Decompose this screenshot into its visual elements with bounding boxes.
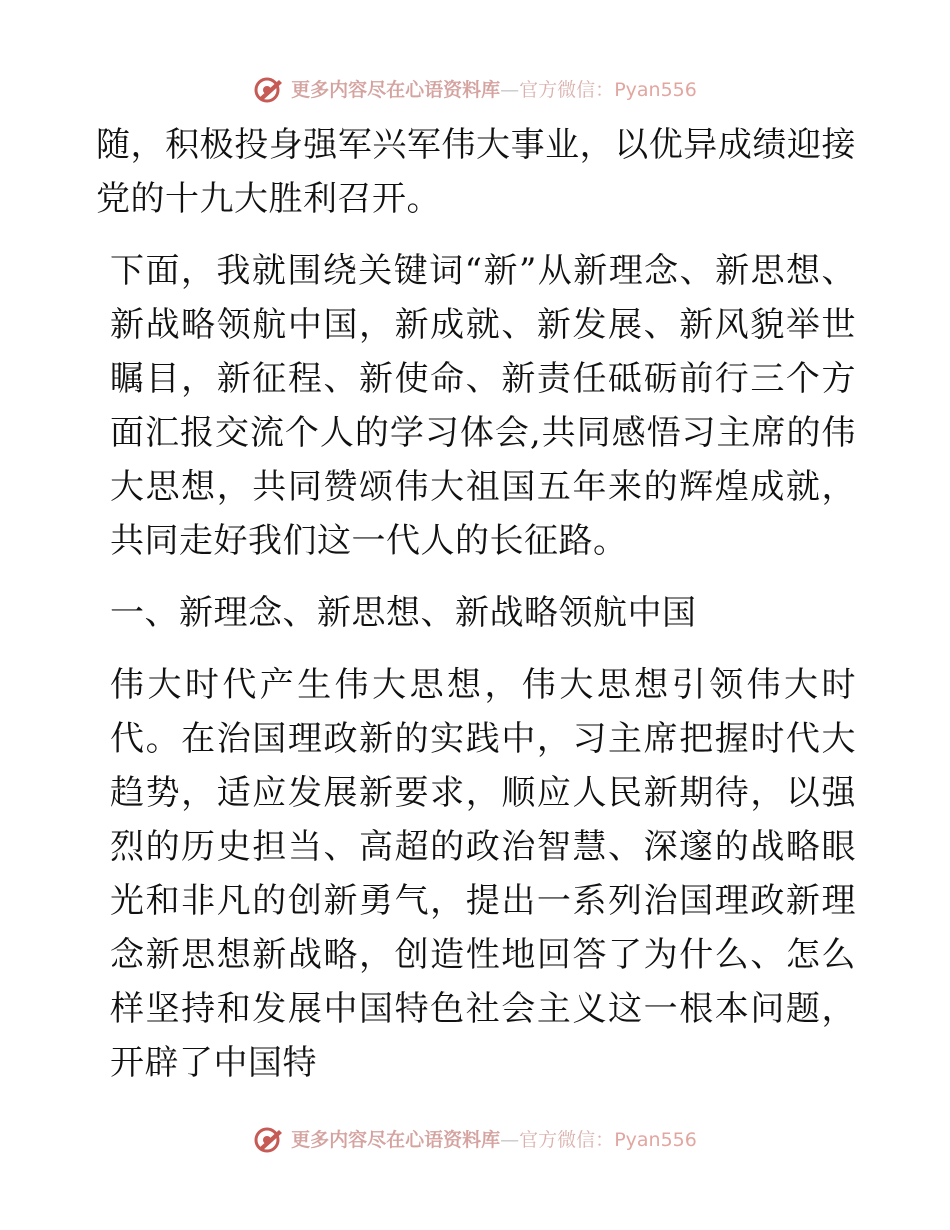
pen-logo-icon xyxy=(253,1124,285,1156)
watermark-dash: — xyxy=(500,1129,520,1151)
paragraph-continuation: 随，积极投身强军兴军伟大事业，以优异成绩迎接党的十九大胜利召开。 xyxy=(96,125,856,219)
watermark-wechat-label: 官方微信： xyxy=(519,1129,615,1151)
header-watermark xyxy=(0,72,950,108)
watermark-promo-text: 更多内容尽在心语资料库 xyxy=(291,79,501,101)
paragraph-introduction: 下面，我就围绕关键词“新”从新理念、新思想、新战略领航中国，新成就、新发展、新风貌举世瞩目，新征程、新使命、新责任砥砺前行三个方面汇报交流个人的学习体会,共同感悟习主席的伟大思想，共同赞颂伟大祖国五年来的辉煌成就，共同走好我们这一代人的长征路。 xyxy=(110,251,856,561)
section-heading: 一、新理念、新思想、新战略领航中国 xyxy=(110,593,697,633)
watermark-promo-text: 更多内容尽在心语资料库 xyxy=(291,1129,501,1151)
footer-watermark xyxy=(0,1122,950,1158)
watermark-wechat-id: Pyan556 xyxy=(614,79,697,101)
watermark-dash: — xyxy=(500,79,520,101)
document-body xyxy=(96,118,856,1083)
pen-logo-icon xyxy=(253,74,285,106)
watermark-wechat-id: Pyan556 xyxy=(614,1129,697,1151)
paragraph-section-body: 伟大时代产生伟大思想，伟大思想引领伟大时代。在治国理政新的实践中，习主席把握时代大趋势，适应发展新要求，顺应人民新期待，以强烈的历史担当、高超的政治智慧、深邃的战略眼光和非凡的创新勇气，提出一系列治国理政新理念新思想新战略，创造性地回答了为什么、怎么样坚持和发展中国特色社会主义这一根本问题，开辟了中国特 xyxy=(110,665,856,1083)
watermark-wechat-label: 官方微信： xyxy=(519,79,615,101)
